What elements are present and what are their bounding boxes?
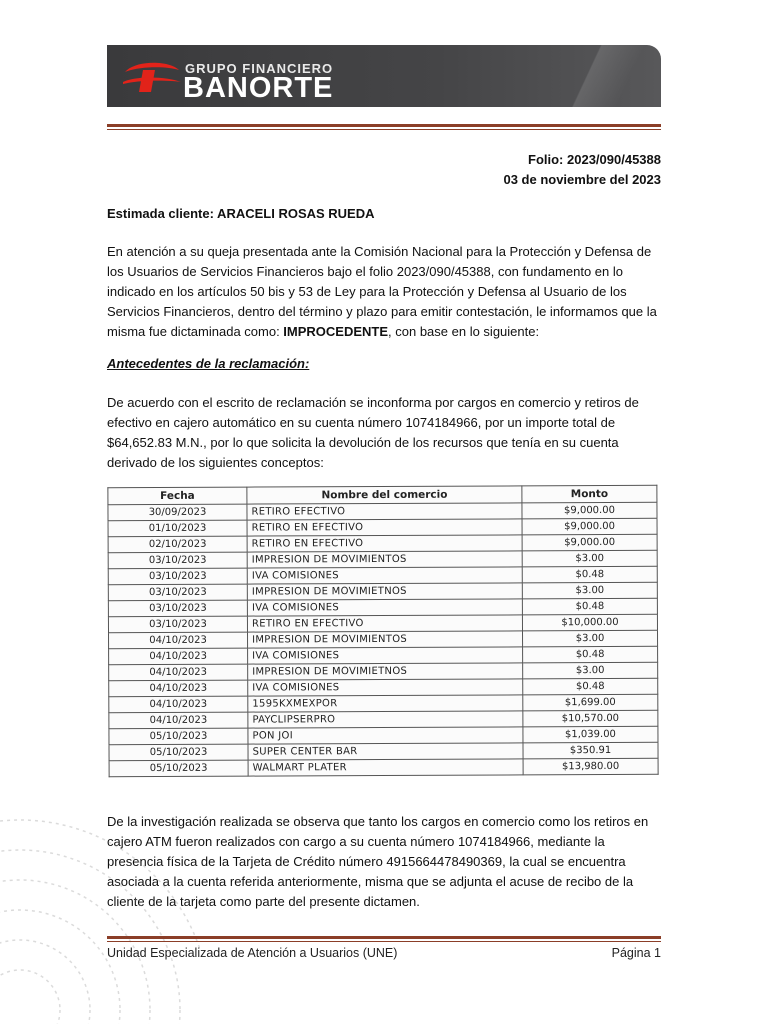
cell-merchant: PAYCLIPSERPRO bbox=[248, 711, 523, 728]
cell-amount: $3.00 bbox=[522, 550, 657, 567]
brand-top-text: GRUPO FINANCIERO bbox=[185, 61, 334, 76]
col-header-fecha: Fecha bbox=[108, 487, 247, 505]
cell-amount: $350.91 bbox=[523, 742, 658, 759]
intro-tail: , con base en lo siguiente: bbox=[388, 324, 540, 339]
cell-date: 03/10/2023 bbox=[108, 552, 247, 569]
cell-merchant: IMPRESION DE MOVIMIETNOS bbox=[247, 583, 522, 600]
intro-text: En atención a su queja presentada ante la Comisión Nacional para la Protección y Defensa de los Usuarios de Servicios Financieros bajo el folio 2023/090/45388, con fundamento en lo indicado en los artículos 50 bis y 53 de Ley para la Protección y Defensa al Usuario de los Servicios Financieros, dentro del término y plazo para emitir contestación, le informamos que la misma fue dictaminada como: bbox=[107, 244, 657, 339]
col-header-monto: Monto bbox=[522, 485, 657, 503]
cell-date: 05/10/2023 bbox=[109, 760, 248, 777]
cell-date: 02/10/2023 bbox=[108, 536, 247, 553]
investigation-paragraph: De la investigación realizada se observa que tanto los cargos en comercio como los retiros en cajero ATM fueron realizados con cargo a su cuenta número 1074184966, mediante la presencia física de la Tarjeta de Crédito número 4915664478490369, la cual se encuentra asociada a la cuenta referida anteriormente, misma que se adjunta el acuse de recibo de la cliente de la tarjeta como parte del presente dictamen. bbox=[107, 814, 649, 909]
footer-divider bbox=[107, 936, 661, 939]
header-divider-thin bbox=[107, 129, 661, 130]
cell-merchant: IVA COMISIONES bbox=[248, 647, 523, 664]
cell-merchant: RETIRO EN EFECTIVO bbox=[247, 535, 522, 552]
col-header-comercio: Nombre del comercio bbox=[247, 486, 522, 504]
cell-merchant: IMPRESION DE MOVIMIETNOS bbox=[248, 663, 523, 680]
cell-amount: $3.00 bbox=[523, 662, 658, 679]
cell-amount: $10,000.00 bbox=[522, 614, 657, 631]
greeting: Estimada cliente: ARACELI ROSAS RUEDA bbox=[107, 206, 375, 221]
cell-amount: $9,000.00 bbox=[522, 518, 657, 535]
header-divider bbox=[107, 124, 661, 127]
folio-block bbox=[503, 150, 661, 190]
cell-date: 03/10/2023 bbox=[108, 568, 247, 585]
cell-amount: $9,000.00 bbox=[522, 502, 657, 519]
cell-amount: $3.00 bbox=[523, 630, 658, 647]
cell-date: 03/10/2023 bbox=[108, 616, 247, 633]
footer-unit: Unidad Especializada de Atención a Usuarios (UNE) bbox=[107, 946, 398, 960]
banorte-swoosh-icon bbox=[121, 58, 183, 94]
cell-merchant: IVA COMISIONES bbox=[248, 679, 523, 696]
cell-amount: $3.00 bbox=[522, 582, 657, 599]
cell-amount: $10,570.00 bbox=[523, 710, 658, 727]
cell-merchant: RETIRO EFECTIVO bbox=[247, 503, 522, 520]
cell-date: 04/10/2023 bbox=[109, 648, 248, 665]
cell-merchant: IVA COMISIONES bbox=[247, 599, 522, 616]
cell-date: 03/10/2023 bbox=[108, 584, 247, 601]
cell-merchant: IMPRESION DE MOVIMIENTOS bbox=[247, 551, 522, 568]
cell-merchant: WALMART PLATER bbox=[248, 759, 523, 776]
cell-merchant: IVA COMISIONES bbox=[247, 567, 522, 584]
cell-merchant: RETIRO EN EFECTIVO bbox=[247, 615, 522, 632]
cell-amount: $0.48 bbox=[523, 678, 658, 695]
footer-divider-thin bbox=[107, 941, 661, 942]
cell-date: 04/10/2023 bbox=[109, 664, 248, 681]
cell-merchant: 1595KXMEXPOR bbox=[248, 695, 523, 712]
cell-date: 04/10/2023 bbox=[109, 680, 248, 697]
cell-date: 30/09/2023 bbox=[108, 504, 247, 521]
cell-date: 01/10/2023 bbox=[108, 520, 247, 537]
cell-merchant: SUPER CENTER BAR bbox=[248, 743, 523, 760]
cell-date: 03/10/2023 bbox=[108, 600, 247, 617]
background-paragraph: De acuerdo con el escrito de reclamación se inconforma por cargos en comercio y retiros de efectivo en cajero automático en su cuenta número 1074184966, por un importe total de $64,652.83 M.N., por lo que solicita la devolución de los recursos que tenía en su cuenta derivado de los siguientes conceptos: bbox=[107, 395, 639, 470]
cell-amount: $0.48 bbox=[522, 598, 657, 615]
folio-number: Folio: 2023/090/45388 bbox=[528, 152, 661, 167]
cell-date: 04/10/2023 bbox=[109, 712, 248, 729]
cell-merchant: PON JOI bbox=[248, 727, 523, 744]
section-title: Antecedentes de la reclamación: bbox=[107, 356, 310, 371]
cell-amount: $1,039.00 bbox=[523, 726, 658, 743]
cell-merchant: IMPRESION DE MOVIMIENTOS bbox=[248, 631, 523, 648]
cell-date: 05/10/2023 bbox=[109, 744, 248, 761]
cell-date: 05/10/2023 bbox=[109, 728, 248, 745]
brand-main-text: BANORTE bbox=[183, 72, 334, 104]
cell-date: 04/10/2023 bbox=[109, 632, 248, 649]
document-date: 03 de noviembre del 2023 bbox=[503, 172, 661, 187]
cell-amount: $13,980.00 bbox=[523, 758, 658, 775]
verdict-text: IMPROCEDENTE bbox=[283, 324, 389, 339]
cell-amount: $0.48 bbox=[522, 566, 657, 583]
header-banner bbox=[107, 45, 661, 107]
cell-amount: $0.48 bbox=[523, 646, 658, 663]
intro-paragraph bbox=[107, 242, 661, 342]
page-number: Página 1 bbox=[611, 946, 661, 960]
decorative-pattern bbox=[0, 760, 200, 1024]
cell-amount: $9,000.00 bbox=[522, 534, 657, 551]
cell-amount: $1,699.00 bbox=[523, 694, 658, 711]
charges-table bbox=[107, 485, 658, 777]
cell-date: 04/10/2023 bbox=[109, 696, 248, 713]
cell-merchant: RETIRO EN EFECTIVO bbox=[247, 519, 522, 536]
